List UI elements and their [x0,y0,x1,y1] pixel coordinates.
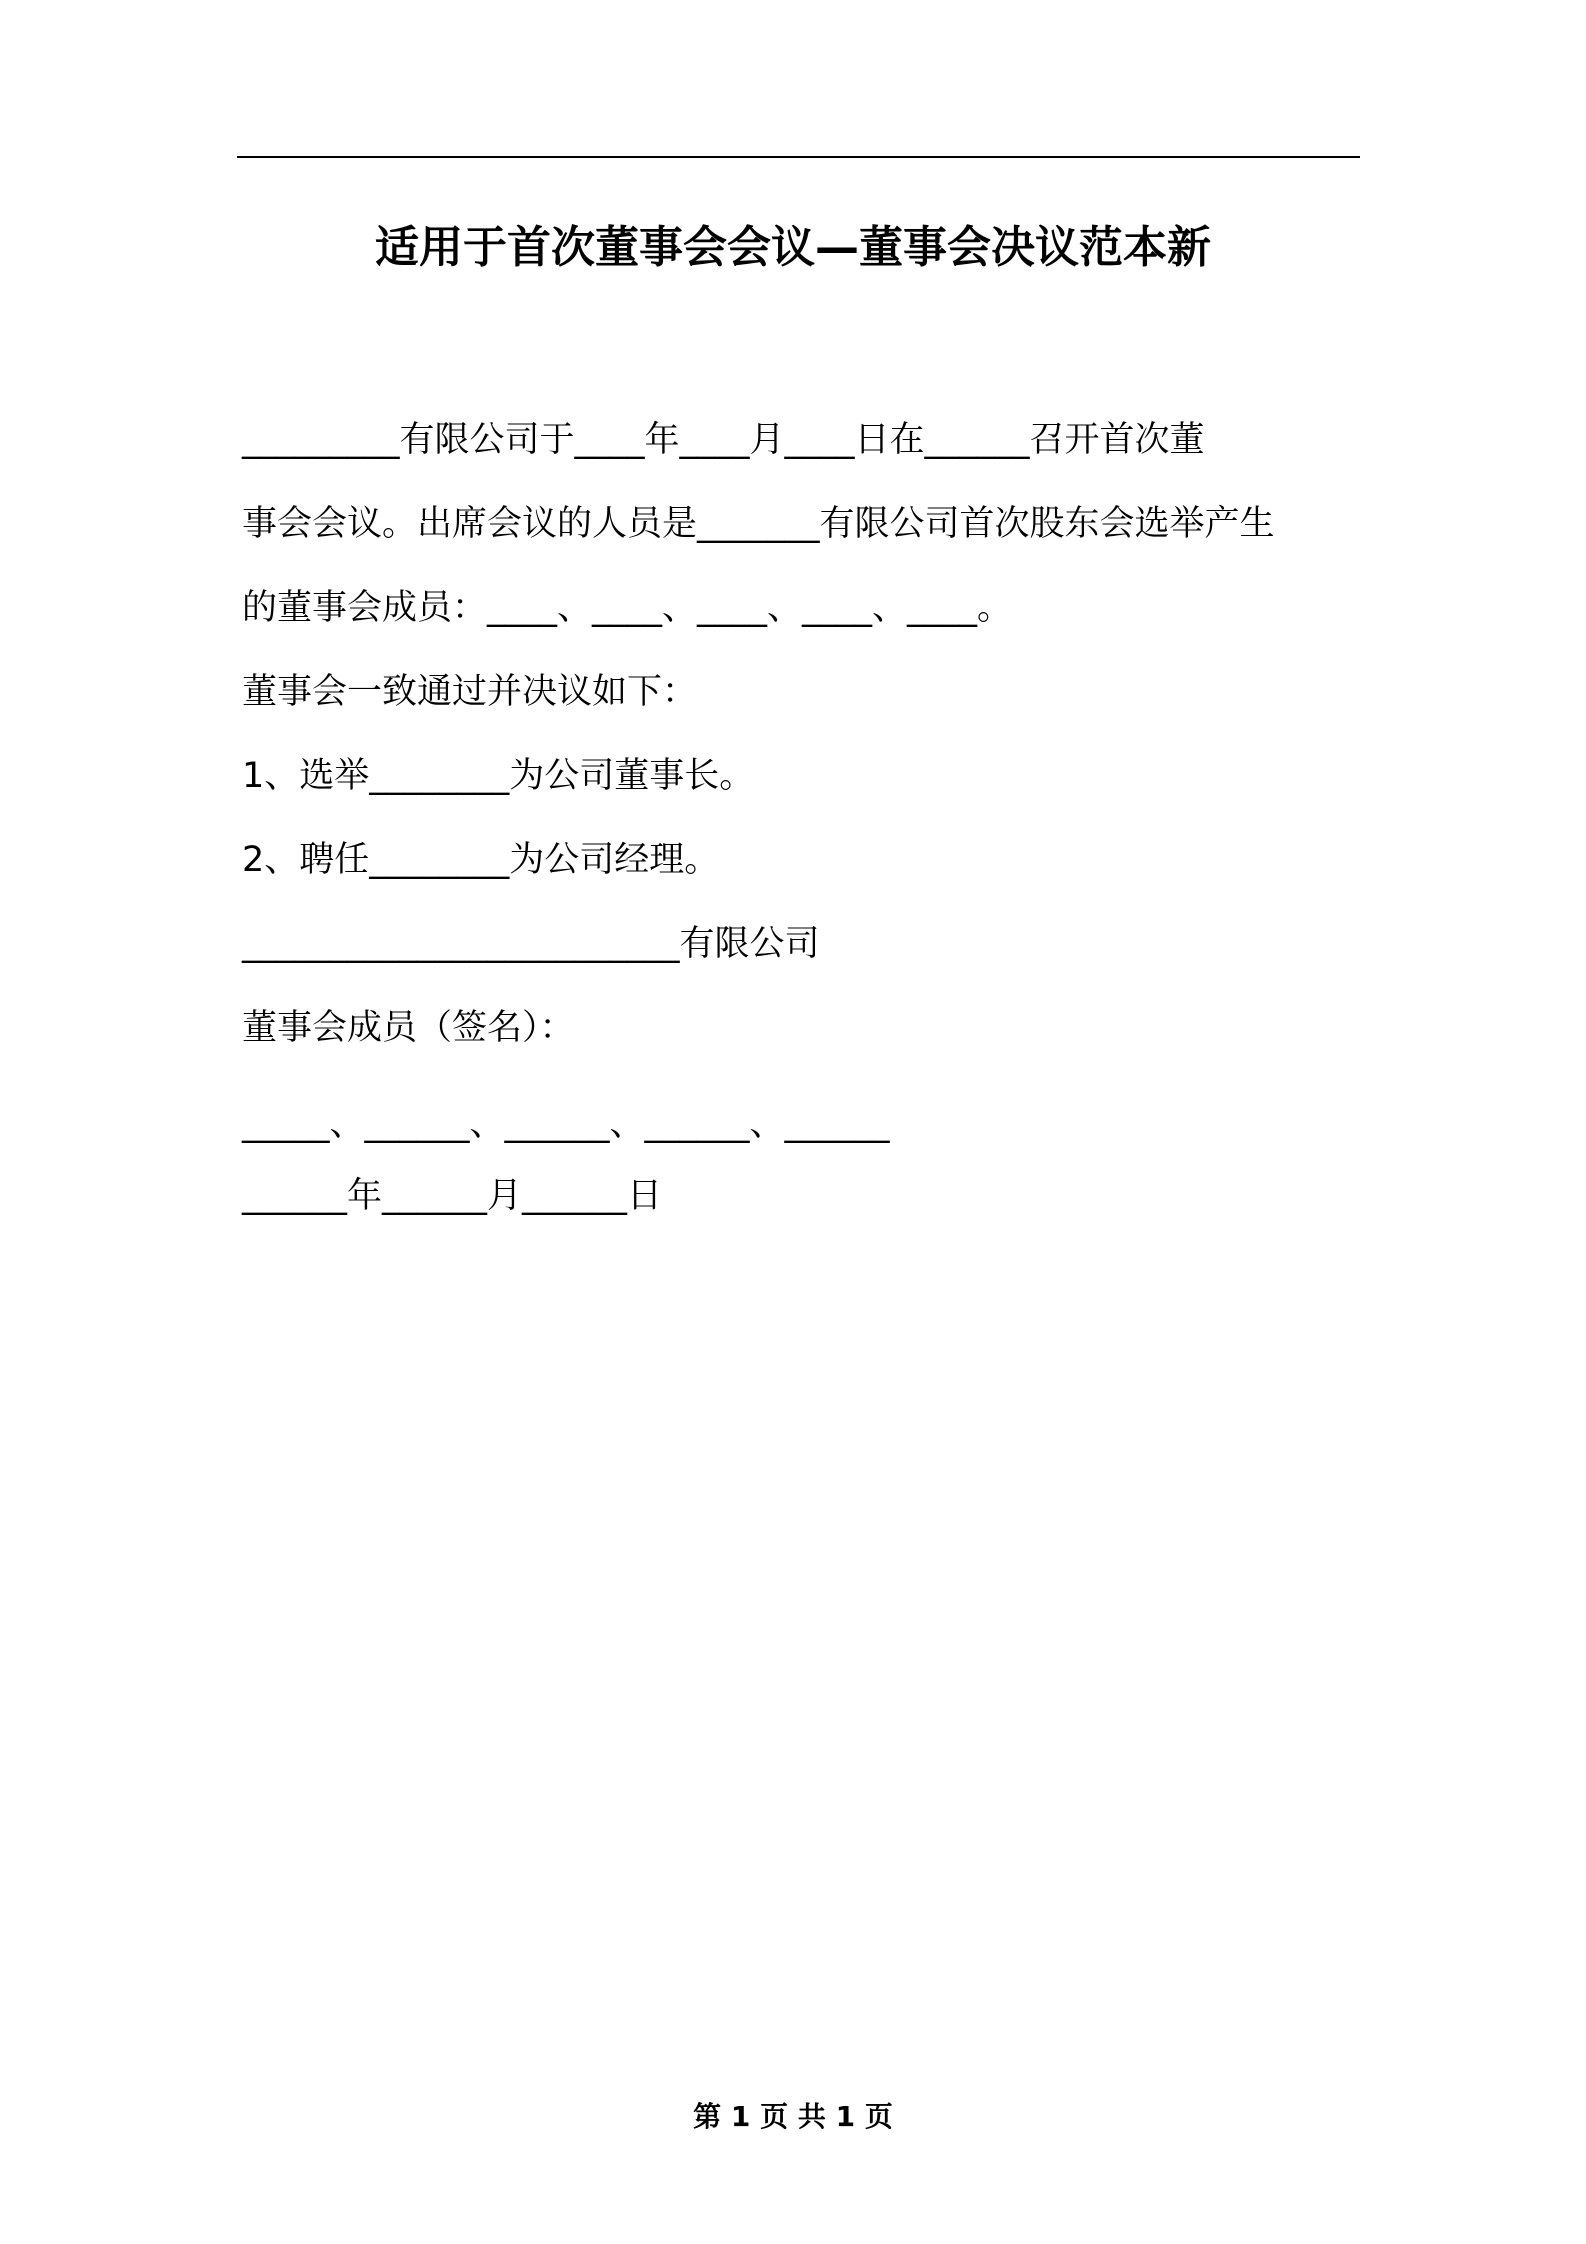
company-name-line: _________________________有限公司 [242,924,820,964]
resolution-item-2: 2、聘任________为公司经理。 [242,840,720,880]
paragraph-line-3: 的董事会成员：____、____、____、____、____。 [242,588,1013,628]
signature-label: 董事会成员（签名）： [242,1008,575,1048]
header-rule [237,156,1360,158]
resolution-item-1: 1、选举________为公司董事长。 [242,756,755,796]
paragraph-line-1: _________有限公司于____年____月____日在______召开首次董 [242,420,1205,460]
document-title: 适用于首次董事会会议—董事会决议范本新 [375,222,1211,273]
signature-blanks: _____、______、______、______、______ [242,1104,890,1144]
opening-paragraph [242,398,1356,650]
page-number-footer: 第 1 页 共 1 页 [693,2100,893,2133]
date-line: ______年______月______日 [242,1176,663,1216]
resolution-intro: 董事会一致通过并决议如下： [242,672,698,712]
paragraph-line-2: 事会会议。出席会议的人员是_______有限公司首次股东会选举产生 [242,504,1275,544]
